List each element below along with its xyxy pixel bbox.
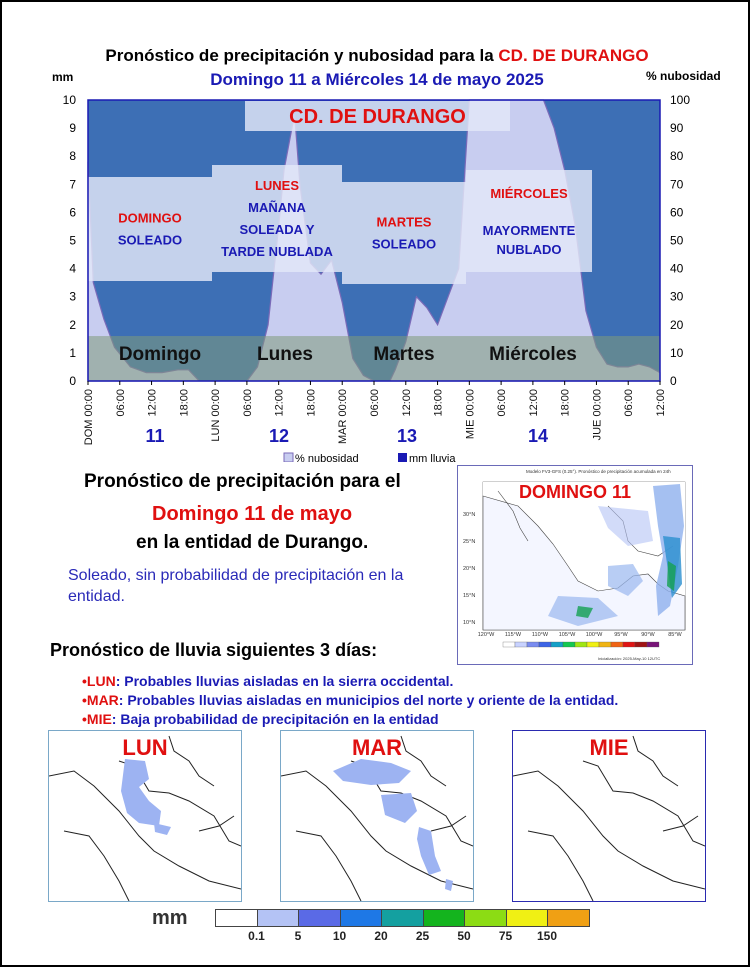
- x-tick-label: 18:00: [305, 389, 318, 417]
- legend-color-box: [381, 909, 424, 927]
- colorbar-cell: [515, 642, 527, 647]
- next-day-item: [82, 692, 618, 708]
- y-left-tick: 5: [69, 233, 76, 248]
- colorbar-cell: [551, 642, 563, 647]
- x-tick-label: 18:00: [432, 389, 445, 417]
- x-tick-label: JUE 00:00: [591, 389, 604, 441]
- legend-threshold: 5: [294, 929, 302, 943]
- x-tick-label: LUN 00:00: [210, 389, 223, 442]
- colorbar-cell: [623, 642, 635, 647]
- y-right-tick: 60: [670, 205, 684, 220]
- annotation-text: MARTES: [376, 214, 432, 230]
- day-number-label: 11: [145, 426, 165, 446]
- annotation-text: LUNES: [254, 178, 300, 194]
- y-right-tick: 20: [670, 317, 684, 332]
- precip-map-main: [457, 465, 693, 665]
- colorbar-cell: [503, 642, 515, 647]
- legend-threshold: 150: [536, 929, 558, 943]
- x-tick-label: 06:00: [369, 389, 381, 417]
- next-day-label: •MAR: [82, 692, 119, 708]
- y-left-tick: 10: [62, 93, 76, 107]
- day-number-label: 12: [268, 426, 290, 446]
- next-day-label: •LUN: [82, 673, 116, 689]
- forecast-description: Soleado, sin probabilidad de precipitación en la entidad.: [68, 567, 404, 605]
- map-lon-labels: [478, 632, 683, 638]
- y-left-tick: 0: [69, 374, 76, 388]
- main-map-label: DOMINGO 11: [518, 482, 632, 502]
- forecast-heading: Pronóstico de precipitación para el: [84, 471, 401, 492]
- annotation-text: NUBLADO: [496, 242, 562, 257]
- day-name-label: Lunes: [257, 344, 313, 365]
- annotation-box: [342, 182, 466, 284]
- y-right-tick: 100: [670, 93, 691, 107]
- lat-label: 25°N: [463, 539, 476, 545]
- y-left-tick: 6: [69, 205, 76, 220]
- day-number-label: 13: [396, 426, 418, 446]
- annotation-text: SOLEADO: [371, 236, 437, 252]
- legend-threshold: 75: [498, 929, 513, 943]
- colorbar-cell: [599, 642, 611, 647]
- x-tick-label: 18:00: [559, 389, 572, 417]
- legend-label-rain: mm lluvia: [409, 453, 456, 462]
- forecast-region: en la entidad de Durango.: [136, 532, 369, 553]
- x-tick-label: 12:00: [527, 389, 540, 417]
- forecast-date: Domingo 11 de mayo: [152, 503, 353, 525]
- colorbar-cell: [575, 642, 587, 647]
- map-lun: [48, 730, 242, 902]
- lon-label: 85°W: [668, 632, 682, 638]
- lon-label: 100°W: [585, 632, 603, 638]
- y-left-tick: 3: [69, 289, 76, 304]
- y-left-tick: 2: [69, 317, 76, 332]
- lat-label: 10°N: [463, 620, 476, 626]
- y-left-tick: 1: [69, 345, 76, 360]
- annotation-text: MAÑANA: [248, 200, 306, 216]
- annotation-text: SOLEADO: [117, 232, 183, 248]
- y-right-tick: 40: [670, 261, 684, 276]
- legend-color-box: [340, 909, 383, 927]
- legend-swatch-cloud: [284, 453, 293, 462]
- legend-swatch-rain: [398, 453, 407, 462]
- lon-label: 120°W: [477, 632, 495, 638]
- x-tick-label: 12:00: [400, 389, 413, 417]
- colorbar-cell: [527, 642, 539, 647]
- colorbar-cell: [587, 642, 599, 647]
- day-name-label: Martes: [373, 344, 435, 365]
- day-number-label: 14: [527, 426, 549, 446]
- lat-label: 30°N: [463, 512, 476, 518]
- legend-threshold: 50: [457, 929, 471, 943]
- x-tick-label: 12:00: [273, 389, 286, 417]
- precip-map-graphic: [458, 466, 692, 664]
- x-tick-label: 12:00: [146, 389, 159, 417]
- map-colorbar: [503, 642, 659, 647]
- colorbar-cell: [563, 642, 575, 647]
- lat-label: 15°N: [463, 593, 476, 599]
- y-right-tick: 70: [670, 177, 684, 192]
- x-tick-label: MAR 00:00: [337, 389, 350, 445]
- legend-color-box: [506, 909, 549, 927]
- legend-color-box: [257, 909, 300, 927]
- next-day-text: : Baja probabilidad de precipitación en la entidad: [111, 711, 439, 727]
- precip-cloud-chart: [2, 2, 748, 462]
- map-mie: [512, 730, 706, 902]
- legend-threshold: 10: [332, 929, 347, 943]
- legend-color-box: [298, 909, 341, 927]
- annotation-text: MIÉRCOLES: [490, 186, 568, 201]
- y-left-tick: 7: [69, 177, 76, 192]
- x-tick-label: 18:00: [178, 389, 191, 417]
- title-city: CD. DE DURANGO: [498, 46, 649, 65]
- legend-threshold: 25: [415, 929, 430, 943]
- colorbar-cell: [611, 642, 623, 647]
- x-tick-label: MIE 00:00: [464, 389, 477, 440]
- lon-label: 115°W: [504, 632, 522, 638]
- title-text: Pronóstico de precipitación y nubosidad para la: [105, 46, 494, 65]
- next-day-item: [82, 711, 439, 727]
- x-tick-label: 06:00: [623, 389, 636, 417]
- day-name-label: Miércoles: [489, 344, 577, 365]
- legend-threshold: 20: [374, 929, 388, 943]
- map-lat-labels: [463, 512, 475, 626]
- y-left-tick: 8: [69, 149, 76, 164]
- x-tick-label: 06:00: [241, 389, 254, 417]
- legend-color-box: [464, 909, 507, 927]
- y-right-tick: 10: [670, 345, 684, 360]
- annotation-text: DOMINGO: [118, 210, 182, 226]
- x-tick-label: DOM 00:00: [83, 389, 95, 446]
- legend-threshold: 0.1: [248, 929, 265, 943]
- lon-label: 105°W: [558, 632, 576, 638]
- next-day-label: •MIE: [82, 711, 112, 727]
- lon-label: 95°W: [614, 632, 628, 638]
- legend-color-box: [547, 909, 590, 927]
- y-left-tick: 9: [69, 121, 76, 136]
- y-left-tick: 4: [69, 261, 76, 276]
- annotation-text: SOLEADA Y: [239, 222, 315, 238]
- lat-label: 20°N: [463, 566, 476, 572]
- next-days-title: Pronóstico de lluvia siguientes 3 días:: [50, 640, 378, 660]
- x-tick-label: 06:00: [496, 388, 509, 417]
- next-day-text: : Probables lluvias aisladas en municipios del norte y oriente de la entidad.: [118, 692, 619, 708]
- colorbar-cell: [647, 642, 659, 647]
- lon-label: 90°W: [641, 632, 655, 638]
- annotation-box: [88, 177, 212, 281]
- map-label: MIE: [589, 735, 629, 760]
- map-footer: Inicialización: 2025-May-10 12UTC: [598, 656, 661, 661]
- y-right-tick: 50: [670, 233, 684, 248]
- x-tick-label: 06:00: [114, 389, 127, 417]
- left-axis-unit: mm: [52, 70, 74, 84]
- map-label: LUN: [122, 735, 168, 760]
- annotation-text: CD. DE DURANGO: [289, 106, 466, 128]
- legend-color-box: [423, 909, 466, 927]
- chart-subtitle: Domingo 11 a Miércoles 14 de mayo 2025: [210, 70, 544, 89]
- annotation-text: MAYORMENTE: [482, 223, 576, 238]
- colorbar-cell: [635, 642, 647, 647]
- next-day-item: [82, 673, 453, 689]
- legend-label-cloud: % nubosidad: [295, 453, 359, 462]
- legend-unit: mm: [152, 907, 188, 929]
- x-tick-label: 12:00: [655, 389, 667, 417]
- legend-color-box: [215, 909, 258, 927]
- y-right-tick: 0: [670, 374, 677, 388]
- y-right-tick: 90: [670, 121, 684, 136]
- map-label: MAR: [351, 735, 403, 760]
- y-right-tick: 80: [670, 149, 684, 164]
- colorbar-cell: [539, 642, 551, 647]
- map-mar: [280, 730, 474, 902]
- day-name-label: Domingo: [118, 344, 202, 365]
- y-right-tick: 30: [670, 289, 684, 304]
- next-day-text: : Probables lluvias aisladas en la sierra occidental.: [115, 673, 454, 689]
- annotation-text: TARDE NUBLADA: [221, 244, 333, 260]
- lon-label: 110°W: [531, 632, 549, 638]
- right-axis-unit: % nubosidad: [646, 69, 721, 83]
- map-header: Modelo FV3-GFS (0.25°). Pronóstico de precipitación acumulada en 24h: [526, 469, 671, 474]
